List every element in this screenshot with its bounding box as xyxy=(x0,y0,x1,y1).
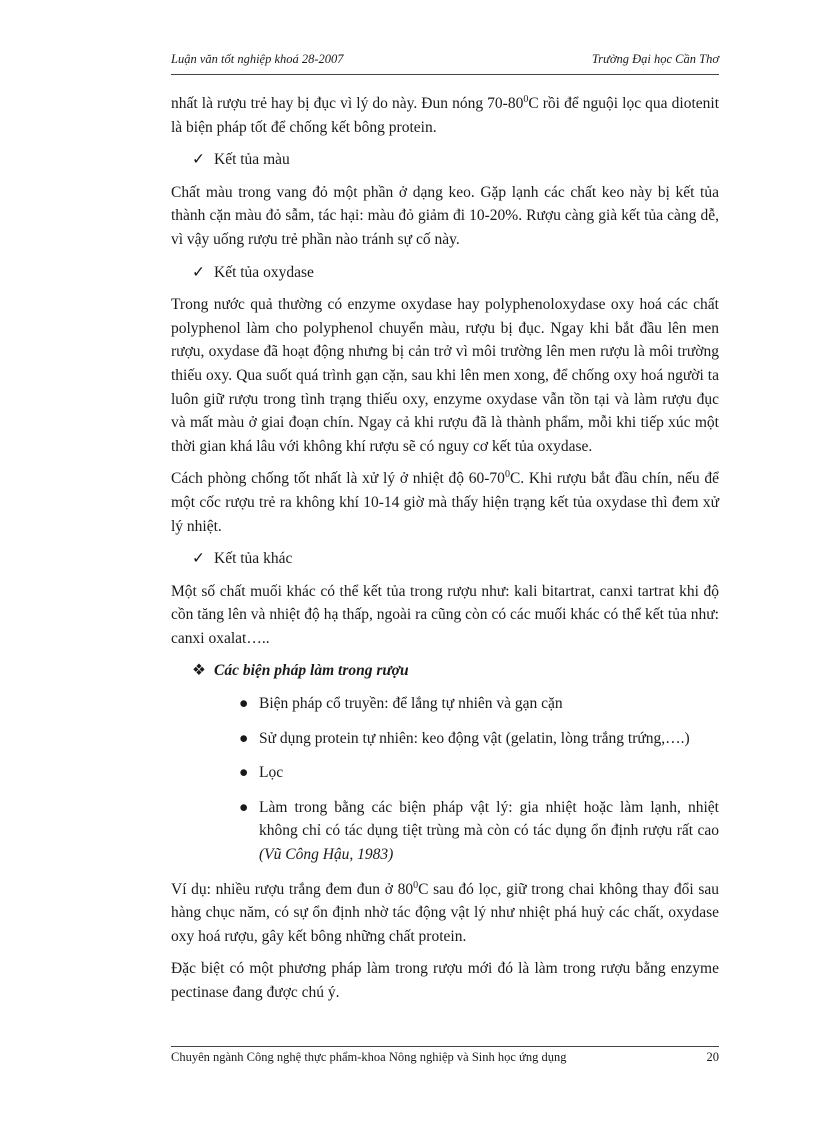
bullet-icon: ● xyxy=(239,729,249,747)
list-item: ● Biện pháp cổ truyền: để lắng tự nhiên và gạn cặn xyxy=(171,692,719,716)
footer-department: Chuyên ngành Công nghệ thực phẩm-khoa Nông nghiệp và Sinh học ứng dụng xyxy=(171,1050,567,1064)
page-footer xyxy=(171,1046,719,1071)
bullet-icon: ● xyxy=(239,798,249,816)
header-thesis-title: Luận văn tốt nghiệp khoá 28-2007 xyxy=(171,52,344,66)
paragraph: Một số chất muối khác có thể kết tủa trong rượu như: kali bitartrat, canxi tartrat khi độ cồn tăng lên và nhiệt độ hạ thấp, ngoài ra cũng còn có các muối khác có thể kết tủa như: canxi oxalat….. xyxy=(171,582,719,647)
paragraph: Chất màu trong vang đỏ một phần ở dạng keo. Gặp lạnh các chất keo này bị kết tủa thành cặn màu đỏ sẫm, tác hại: màu đỏ giảm đi 10-20%. Rượu càng già kết tủa càng dễ, vì vậy uống rượu trẻ phần nào tránh sự cố này. xyxy=(171,183,719,248)
paragraph: Đặc biệt có một phương pháp làm trong rượu mới đó là làm trong rượu bằng enzyme pectinase đang được chú ý. xyxy=(171,960,719,1001)
page-number: 20 xyxy=(706,1050,719,1064)
check-item: ✓ Kết tủa khác xyxy=(192,547,719,571)
diamond-bullet-icon: ❖ xyxy=(192,662,206,680)
checkmark-icon: ✓ xyxy=(192,550,205,568)
checkmark-icon: ✓ xyxy=(192,151,205,169)
citation: (Vũ Công Hậu, 1983) xyxy=(259,846,394,864)
list-item: ● Sử dụng protein tự nhiên: keo động vật (gelatin, lòng trắng trứng,….) xyxy=(171,727,719,751)
bullet-list xyxy=(171,692,719,867)
paragraph: Trong nước quả thường có enzyme oxydase hay polyphenoloxydase oxy hoá các chất polyphenol làm cho polyphenol chuyển màu, rượu bị đục. Ngay khi bắt đầu lên men rượu, oxydase đã hoạt động nhưng bị cản trở vì môi trường lên men rượu là môi trường thiếu oxy. Qua suốt quá trình gạn cặn, sau khi lên men xong, để chống oxy hoá người ta luôn giữ rượu trong tình trạng thiếu oxy, enzyme oxydase vẫn tồn tại và làm rượu đục và mất màu ở giai đoạn chín. Ngay cả khi rượu đã là thành phẩm, mỗi khi tiếp xúc một thời gian khá lâu với không khí rượu sẽ có nguy cơ kết tủa oxydase. xyxy=(171,296,719,455)
bullet-icon: ● xyxy=(239,764,249,782)
check-item: ✓ Kết tủa màu xyxy=(192,148,719,172)
checkmark-icon: ✓ xyxy=(192,263,205,281)
paragraph: Ví dụ: nhiều rượu trắng đem đun ở $80^0C$ sau đó lọc, giữ trong chai không thay đổi sau hàng chục năm, có sự ổn định nhờ tác động vật lý như nhiệt phá huỷ các chất, oxydase oxy hoá rượu, gây kết bông những chất protein. xyxy=(171,879,719,945)
check-item: ✓ Kết tủa oxydase xyxy=(192,261,719,285)
paragraph: nhất là rượu trẻ hay bị đục vì lý do này. Đun nóng $70-80^0C$ rồi để nguội lọc qua diotenit là biện pháp tốt để chống kết bông protein. xyxy=(171,93,720,136)
page-content xyxy=(171,92,719,1014)
bullet-icon: ● xyxy=(239,695,249,713)
section-heading: ❖ Các biện pháp làm trong rượu xyxy=(192,659,719,683)
paragraph: Cách phòng chống tốt nhất là xử lý ở nhiệt độ $60-70^0C$. Khi rượu bắt đầu chín, nếu để một cốc rượu trẻ ra không khí 10-14 giờ mà thấy hiện trạng kết tủa oxydase thì đem xử lý nhiệt. xyxy=(171,469,719,535)
page-header xyxy=(171,50,719,75)
list-item: ● Lọc xyxy=(171,761,719,785)
header-university: Trường Đại học Cần Thơ xyxy=(591,52,719,66)
list-item: ● Làm trong bằng các biện pháp vật lý: gia nhiệt hoặc làm lạnh, nhiệt không chỉ có tác dụng tiệt trùng mà còn có tác dụng ổn định rượu rất cao (Vũ Công Hậu, 1983) xyxy=(171,796,719,867)
